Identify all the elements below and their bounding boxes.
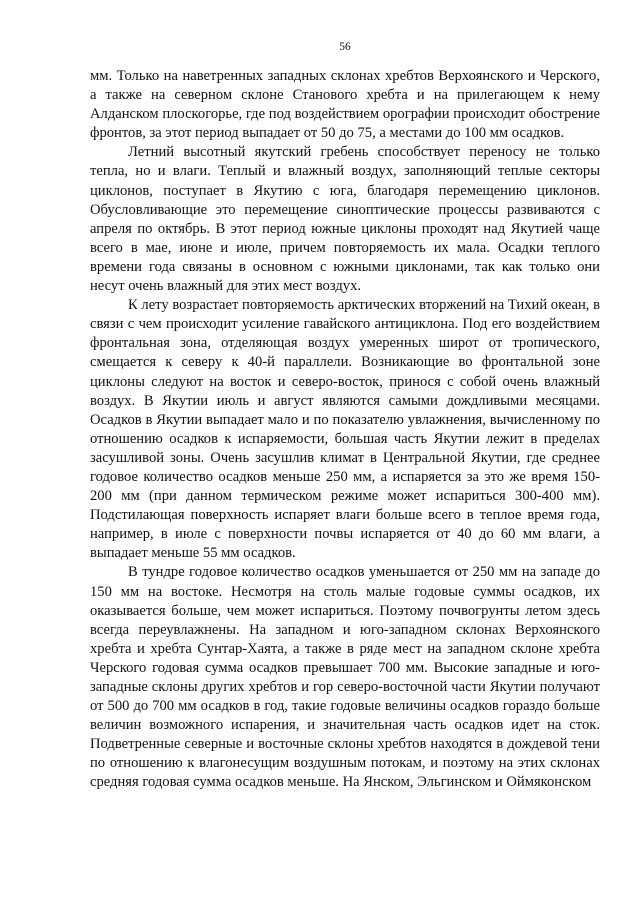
paragraph-arctic-intrusions: К лету возрастает повторяемость арктических вторжений на Тихий океан, в связи с чем происходит усиление гавайского антициклона. Под его воздействием фронтальная зона, отделяющая воздух умеренных широт от тропического, смещается к северу к 40-й параллели. Возникающие во фронтальной зоне циклоны следуют на восток и северо-восток, принося с собой очень влажный воздух. В Якутии июль и август являются самыми дождливыми месяцами. Осадков в Якутии выпадает мало и по показателю увлажнения, вычисленному по отношению осадков к испаряемости, большая часть Якутии лежит в пределах засушливой зоны. Очень засушлив климат в Центральной Якутии, где среднее годовое количество осадков меньше 250 мм, а испаряется за это же время 150-200 мм (при данном термическом режиме может испариться 300-400 мм). Подстилающая поверхность испаряет влаги больше всего в теплое время года, например, в июле с поверхности почвы испаряется от 40 до 60 мм влаги, а выпадает меньше 55 мм осадков.	[90, 297, 600, 562]
document-page	[90, 40, 600, 793]
paragraph-tundra-precipitation: В тундре годовое количество осадков уменьшается от 250 мм на западе до 150 мм на востоке. Несмотря на столь малые годовые суммы осадков, их оказывается больше, чем может испариться. Поэтому почвогрунты летом здесь всегда переувлажнены. На западном и юго-западном склонах Верхоянского хребта и хребта Сунтар-Хаята, а также в ряде мест на западном склоне хребта Черского годовая сумма осадков превышает 700 мм. Высокие западные и юго-западные склоны других хребтов и гор северо-восточной части Якутии получают от 500 до 700 мм осадков в год, такие годовые величины осадков гораздо больше величин возможного испарения, и значительная часть осадков идет на сток. Подветренные северные и восточные склоны хребтов находятся в дождевой тени по отношению к влагонесущим воздушным потокам, и поэтому на этих склонах средняя годовая сумма осадков меньше. На Янском, Эльгинском и Оймяконском	[90, 564, 600, 791]
page-number: 56	[339, 41, 351, 53]
paragraph-summer-ridge: Летний высотный якутский гребень способствует переносу не только тепла, но и влаги. Теплый и влажный воздух, заполняющий теплые секторы циклонов, поступает в Якутию с юга, благодаря перемещению циклонов. Обусловливающие это перемещение синоптические процессы развиваются с апреля по октябрь. В этот период южные циклоны проходят над Якутией чаще всего в мае, июне и июле, причем повторяемость их мала. Осадки теплого времени года связаны в основном с южными циклонами, так как только они несут очень влажный для этих мест воздух.	[90, 144, 600, 295]
paragraph-continuation: мм. Только на наветренных западных склонах хребтов Верхоянского и Черского, а также на северном склоне Станового хребта и на прилегающем к нему Алданском плоскогорье, где под воздействием орографии происходит обострение фронтов, за этот период выпадает от 50 до 75, а местами до 100 мм осадков.	[90, 68, 600, 142]
body-text	[90, 67, 600, 793]
